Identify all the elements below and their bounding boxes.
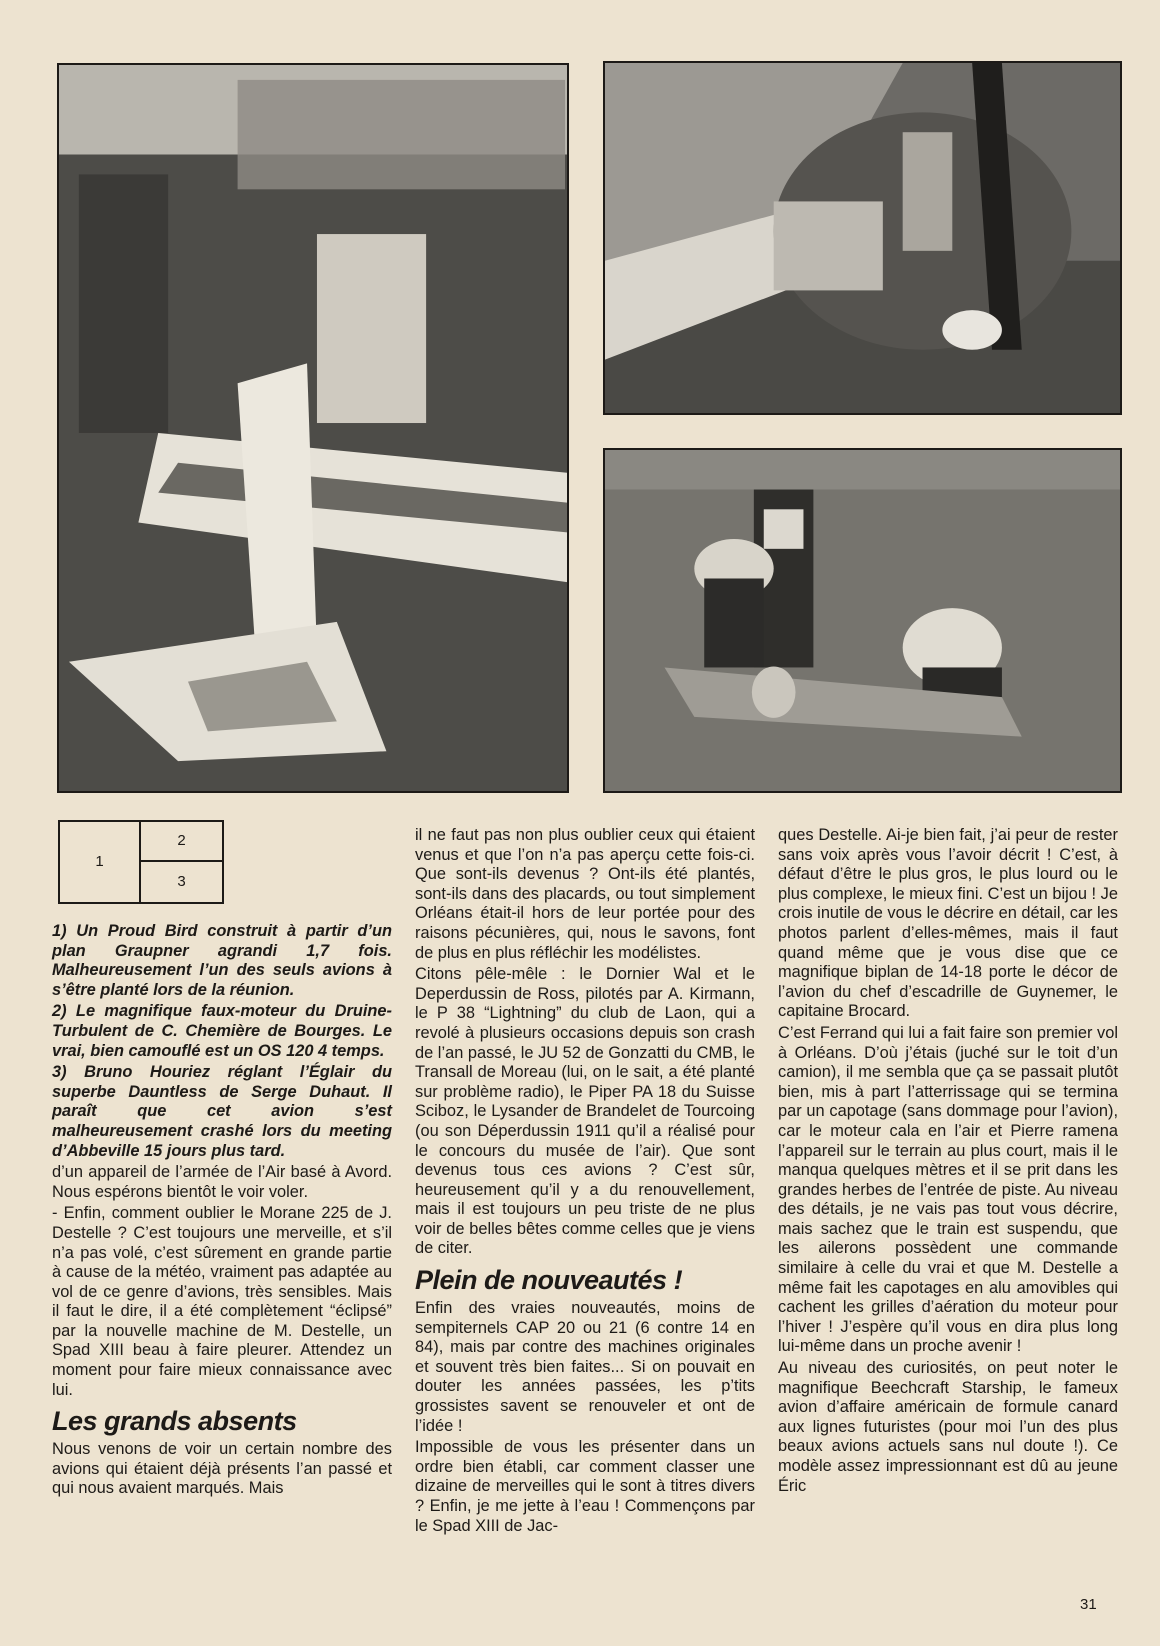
paragraph: ques Destelle. Ai-je bien fait, j’ai peur de rester sans voix après vous l’avoir décrit ! C’est, à défaut d’être le plus gros, le plus lourd ou le plus complexe, le mieux fini. C’est un bijou ! Je crois inutile de vous le décrire en détail, car les photos parlent d’elles-mêmes, mais il faut quand même que je vous dise que ce magnifique biplan de 14-18 porte le décor de l’avion du chef d’escadrille de Guynemer, le capitaine Brocard.	[778, 826, 1118, 1021]
section-heading: Les grands absents	[52, 1406, 297, 1437]
photo-fake-engine	[603, 61, 1122, 415]
photo-key-1: 1	[60, 822, 141, 902]
photo-key-2: 2	[141, 822, 222, 862]
paragraph: d’un appareil de l’armée de l’Air basé à Avord. Nous espérons bientôt le voir voler.	[52, 1163, 392, 1201]
caption-2: 2) Le magnifique faux-moteur du Druine-Turbulent de C. Chemière de Bourges. Le vrai, bien camouflé est un OS 120 4 temps.	[52, 1002, 392, 1060]
photo-dauntless-illustration	[605, 450, 1120, 791]
paragraph: C’est Ferrand qui lui a fait faire son premier vol à Orléans. D’où j’étais (juché sur le toit d’un camion), il me sembla que ça se passait plutôt bien, mis à part l’atterrissage qui se termina par un capotage (sans dommage pour l’avion), car le moteur cala en l’air et Pierre ramena l’appareil sur le terrain au plus court, mais il le manqua quelques mètres et il se prit dans les grandes herbes de l’entrée de piste. Au niveau des détails, je ne vais pas tout vous décrire, mais sachez que le train est suspendu, que les ailerons possèdent une commande similaire à celle du vrai et que M. Destelle a même fait les capotages en alu amovibles qui cachent les grilles d’aération du moteur pour l’hiver ! J’espère qu’il vous en dira plus long lui-même dans un proche avenir !	[778, 1023, 1118, 1356]
column-3	[778, 826, 1118, 1498]
paragraph: Enfin des vraies nouveautés, moins de sempiternels CAP 20 ou 21 (6 contre 14 en 84), mais par contre des machines originales et souvent très bien faites... Si on pouvait en douter les années passées, les p’tits grossistes savent se renouveler et ont de l’idée !	[415, 1299, 755, 1435]
column-1	[52, 820, 392, 1501]
paragraph: Citons pêle-mêle : le Dornier Wal et le Deperdussin de Ross, pilotés par A. Kirmann, le P 38 “Lightning” du club de Laon, qui a revolé à plusieurs occasions depuis son crash de l’an passé, le JU 52 de Gonzatti du CMB, le Transall de Moreau (lui, on le sait, a été planté sur problème radio), le Piper PA 18 du Suisse Sciboz, le Lysander de Brandelet de Tourcoing (ou son Déperdussin 1911 qu’il a réalisé pour le concours du musée de l’air). Que sont devenus tous ces avions ? C’est sûr, heureusement qu’il y a du renouvellement, mais il est toujours un peu triste de ne plus voir de belles bêtes comme celles que je viens de citer.	[415, 965, 755, 1258]
caption-1: 1) Un Proud Bird construit à partir d’un plan Graupner agrandi 1,7 fois. Malheureusement l’un des seuls avions à s’être planté lors de la réunion.	[52, 922, 392, 999]
photo-proud-bird	[57, 63, 569, 793]
paragraph: il ne faut pas non plus oublier ceux qui étaient venus et que l’on n’a pas aperçu cette fois-ci. Que sont-ils devenus ? Ont-ils été plantés, sont-ils dans des placards, ou tout simplement Orléans était-il hors de leur portée pour des raisons pécunières, qui, nous le savons, font de plus en plus réfléchir les modélistes.	[415, 826, 755, 962]
photo-key-diagram	[58, 820, 224, 904]
photo-fake-engine-illustration	[605, 63, 1120, 413]
paragraph: Impossible de vous les présenter dans un ordre bien établi, car comment classer une dizaine de merveilles qui le sont à titres divers ? Enfin, je me jette à l’eau ! Commençons par le Spad XIII de Jac-	[415, 1438, 755, 1535]
caption-3: 3) Bruno Houriez réglant l’Églair du superbe Dauntless de Serge Duhaut. Il paraît que cet avion s’est malheureusement crashé lors du meeting d’Abbeville 15 jours plus tard.	[52, 1063, 392, 1160]
paragraph: - Enfin, comment oublier le Morane 225 de J. Destelle ? C’est toujours une merveille, et s’il n’a pas volé, c’est sûrement en grande partie à cause de la météo, vraiment pas adaptée au vol de ce genre d’avions, très sensibles. Mais il faut le dire, il a été complètement “éclipsé” par la nouvelle machine de M. Destelle, un Spad XIII beau à faire pleurer. Attendez un moment pour faire mieux connaissance avec lui.	[52, 1204, 392, 1399]
column-2	[415, 826, 755, 1538]
section-heading: Plein de nouveautés !	[415, 1265, 683, 1296]
photo-key-3: 3	[177, 873, 186, 891]
paragraph: Au niveau des curiosités, on peut noter le magnifique Beechcraft Starship, le fameux avion d’affaire américain de formule canard aux lignes futuristes (pour moi l’un des plus beaux avions actuels sans nul doute !). Ce modèle assez impressionnant est dû au jeune Éric	[778, 1359, 1118, 1495]
photo-proud-bird-illustration	[59, 65, 567, 791]
paragraph: Nous venons de voir un certain nombre des avions qui étaient déjà présents l’an passé et qui nous avaient marqués. Mais	[52, 1440, 392, 1498]
page-number: 31	[1080, 1596, 1097, 1613]
photo-dauntless	[603, 448, 1122, 793]
